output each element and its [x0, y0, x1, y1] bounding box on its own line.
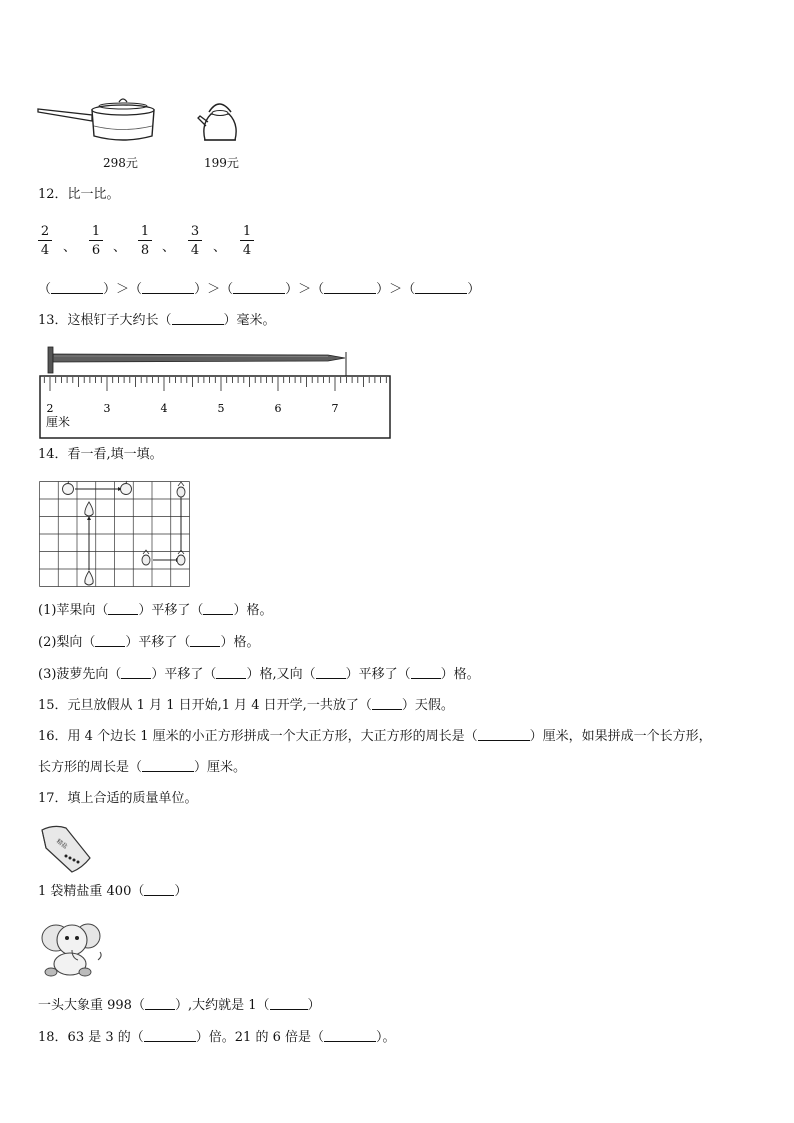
q12-title: 12．比一比。: [38, 187, 120, 202]
answer-blank[interactable]: [172, 312, 224, 325]
pear-icon: [85, 571, 93, 585]
ruler-label-3: 3: [103, 402, 111, 415]
q14-l3-text-b: ）平移了（: [151, 667, 217, 682]
paren-open: （: [220, 282, 234, 297]
q17-elephant-text-c: ）: [307, 998, 321, 1013]
fraction-1-den: 4: [40, 243, 50, 258]
fraction-2: [89, 224, 103, 258]
answer-blank[interactable]: [316, 666, 346, 679]
salt-bag-image: [36, 822, 96, 874]
elephant-image: [38, 916, 104, 980]
q18-text-a: 18．63 是 3 的（: [38, 1030, 144, 1045]
q17-salt-text-a: 1 袋精盐重 400（: [38, 884, 145, 899]
q14-l1-text-c: ）格。: [233, 603, 273, 618]
separator: 、: [113, 240, 127, 255]
q17-title: 17．填上合适的质量单位。: [38, 791, 198, 806]
q14-l1-text-b: ）平移了（: [138, 603, 204, 618]
q14-l2-text-c: ）格。: [220, 635, 260, 650]
paren-close: ）: [103, 282, 117, 297]
fraction-5-den: 4: [242, 243, 252, 258]
q14-l1-text-a: (1)苹果向（: [38, 603, 109, 618]
answer-blank[interactable]: [108, 602, 138, 615]
ruler-label-2: 2: [46, 402, 54, 415]
answer-blank[interactable]: [411, 666, 441, 679]
answer-blank[interactable]: [144, 1029, 196, 1042]
pear-icon: [85, 502, 93, 516]
pot-price: 298元: [103, 156, 138, 170]
translation-grid: [38, 480, 192, 588]
greater-than: ＞: [116, 282, 130, 297]
answer-blank[interactable]: [142, 281, 194, 294]
greater-than: ＞: [389, 282, 403, 297]
paren-open: （: [311, 282, 325, 297]
q14-line-1: [38, 602, 272, 620]
q16-text-b: ）厘米，如果拼成一个长方形，: [529, 729, 712, 744]
fraction-1: [38, 224, 52, 258]
q13-title: [38, 312, 276, 330]
paren-close: ）: [467, 282, 481, 297]
ruler-unit: 厘米: [46, 415, 71, 429]
nail-image: [48, 347, 346, 378]
answer-blank[interactable]: [415, 281, 467, 294]
q13-text-b: ）毫米。: [223, 313, 276, 328]
q18-text-c: ）。: [375, 1030, 396, 1045]
fraction-4-den: 4: [190, 243, 200, 258]
answer-blank[interactable]: [324, 1029, 376, 1042]
pot-image: [36, 96, 160, 148]
q17-elephant-text-b: ）,大约就是 1（: [174, 998, 270, 1013]
ruler-label-5: 5: [217, 402, 225, 415]
q16-line-1: [38, 728, 712, 746]
greater-than: ＞: [298, 282, 312, 297]
answer-blank[interactable]: [95, 634, 125, 647]
paren-open: （: [129, 282, 143, 297]
fraction-4: [188, 224, 202, 258]
greater-than: ＞: [207, 282, 221, 297]
q16-text-c: 长方形的周长是（: [38, 760, 143, 775]
ruler-label-4: 4: [160, 402, 168, 415]
q17-elephant: [38, 997, 321, 1015]
q18: [38, 1029, 396, 1047]
fraction-3: [138, 224, 152, 258]
q12-comparison-row: [38, 281, 480, 299]
q13-text-a: 13．这根钉子大约长（: [38, 313, 172, 328]
salt-bag-label: 精盐: [54, 837, 69, 851]
ruler-label-7: 7: [331, 402, 339, 415]
answer-blank[interactable]: [203, 602, 233, 615]
answer-blank[interactable]: [190, 634, 220, 647]
q14-line-3: [38, 666, 480, 684]
apple-icon: [63, 481, 74, 495]
q18-text-b: ）倍。21 的 6 倍是（: [195, 1030, 324, 1045]
answer-blank[interactable]: [51, 281, 103, 294]
kettle-image: [197, 96, 243, 148]
q15-text-a: 15．元旦放假从 1 月 1 日开始,1 月 4 日开学,一共放了（: [38, 698, 372, 713]
answer-blank[interactable]: [121, 666, 151, 679]
q16-text-d: ）厘米。: [194, 760, 247, 775]
fraction-5-num: 1: [242, 224, 252, 239]
q17-salt-text-b: ）: [174, 884, 188, 899]
fraction-3-den: 8: [140, 243, 150, 258]
paren-close: ）: [194, 282, 208, 297]
q17-salt: [38, 883, 187, 901]
kettle-price: 199元: [204, 156, 239, 170]
answer-blank[interactable]: [270, 997, 308, 1010]
pineapple-icon: [177, 482, 185, 497]
q14-l3-text-c: ）格,又向（: [246, 667, 316, 682]
paren-close: ）: [285, 282, 299, 297]
nail-ruler-figure: [38, 344, 392, 440]
separator: 、: [63, 240, 77, 255]
answer-blank[interactable]: [478, 728, 530, 741]
ruler-label-6: 6: [274, 402, 282, 415]
answer-blank[interactable]: [142, 759, 194, 772]
q14-l3-text-a: (3)菠萝先向（: [38, 667, 122, 682]
q16-line-2: [38, 759, 246, 777]
q15: [38, 697, 454, 715]
answer-blank[interactable]: [324, 281, 376, 294]
q14-l3-text-d: ）平移了（: [345, 667, 411, 682]
q14-l3-text-e: ）格。: [440, 667, 480, 682]
pineapple-icon: [142, 550, 150, 565]
paren-open: （: [38, 282, 52, 297]
paren-open: （: [402, 282, 416, 297]
q14-l2-text-a: (2)梨向（: [38, 635, 96, 650]
q17-elephant-text-a: 一头大象重 998（: [38, 998, 145, 1013]
q14-line-2: [38, 634, 259, 652]
separator: 、: [213, 240, 227, 255]
fraction-2-den: 6: [91, 243, 101, 258]
answer-blank[interactable]: [372, 697, 402, 710]
answer-blank[interactable]: [233, 281, 285, 294]
fraction-3-num: 1: [140, 224, 150, 239]
answer-blank[interactable]: [216, 666, 246, 679]
grid-lines: [40, 482, 190, 587]
q14-title: 14．看一看,填一填。: [38, 447, 163, 462]
apple-icon: [121, 481, 132, 495]
separator: 、: [162, 240, 176, 255]
fraction-5: [240, 224, 254, 258]
fraction-4-num: 3: [190, 224, 200, 239]
answer-blank[interactable]: [144, 883, 174, 896]
pineapple-icon: [177, 550, 185, 565]
fraction-1-num: 2: [40, 224, 50, 239]
q16-text-a: 16．用 4 个边长 1 厘米的小正方形拼成一个大正方形，大正方形的周长是（: [38, 729, 478, 744]
answer-blank[interactable]: [145, 997, 175, 1010]
fraction-2-num: 1: [91, 224, 101, 239]
q15-text-b: ）天假。: [401, 698, 454, 713]
q14-l2-text-b: ）平移了（: [125, 635, 191, 650]
paren-close: ）: [376, 282, 390, 297]
